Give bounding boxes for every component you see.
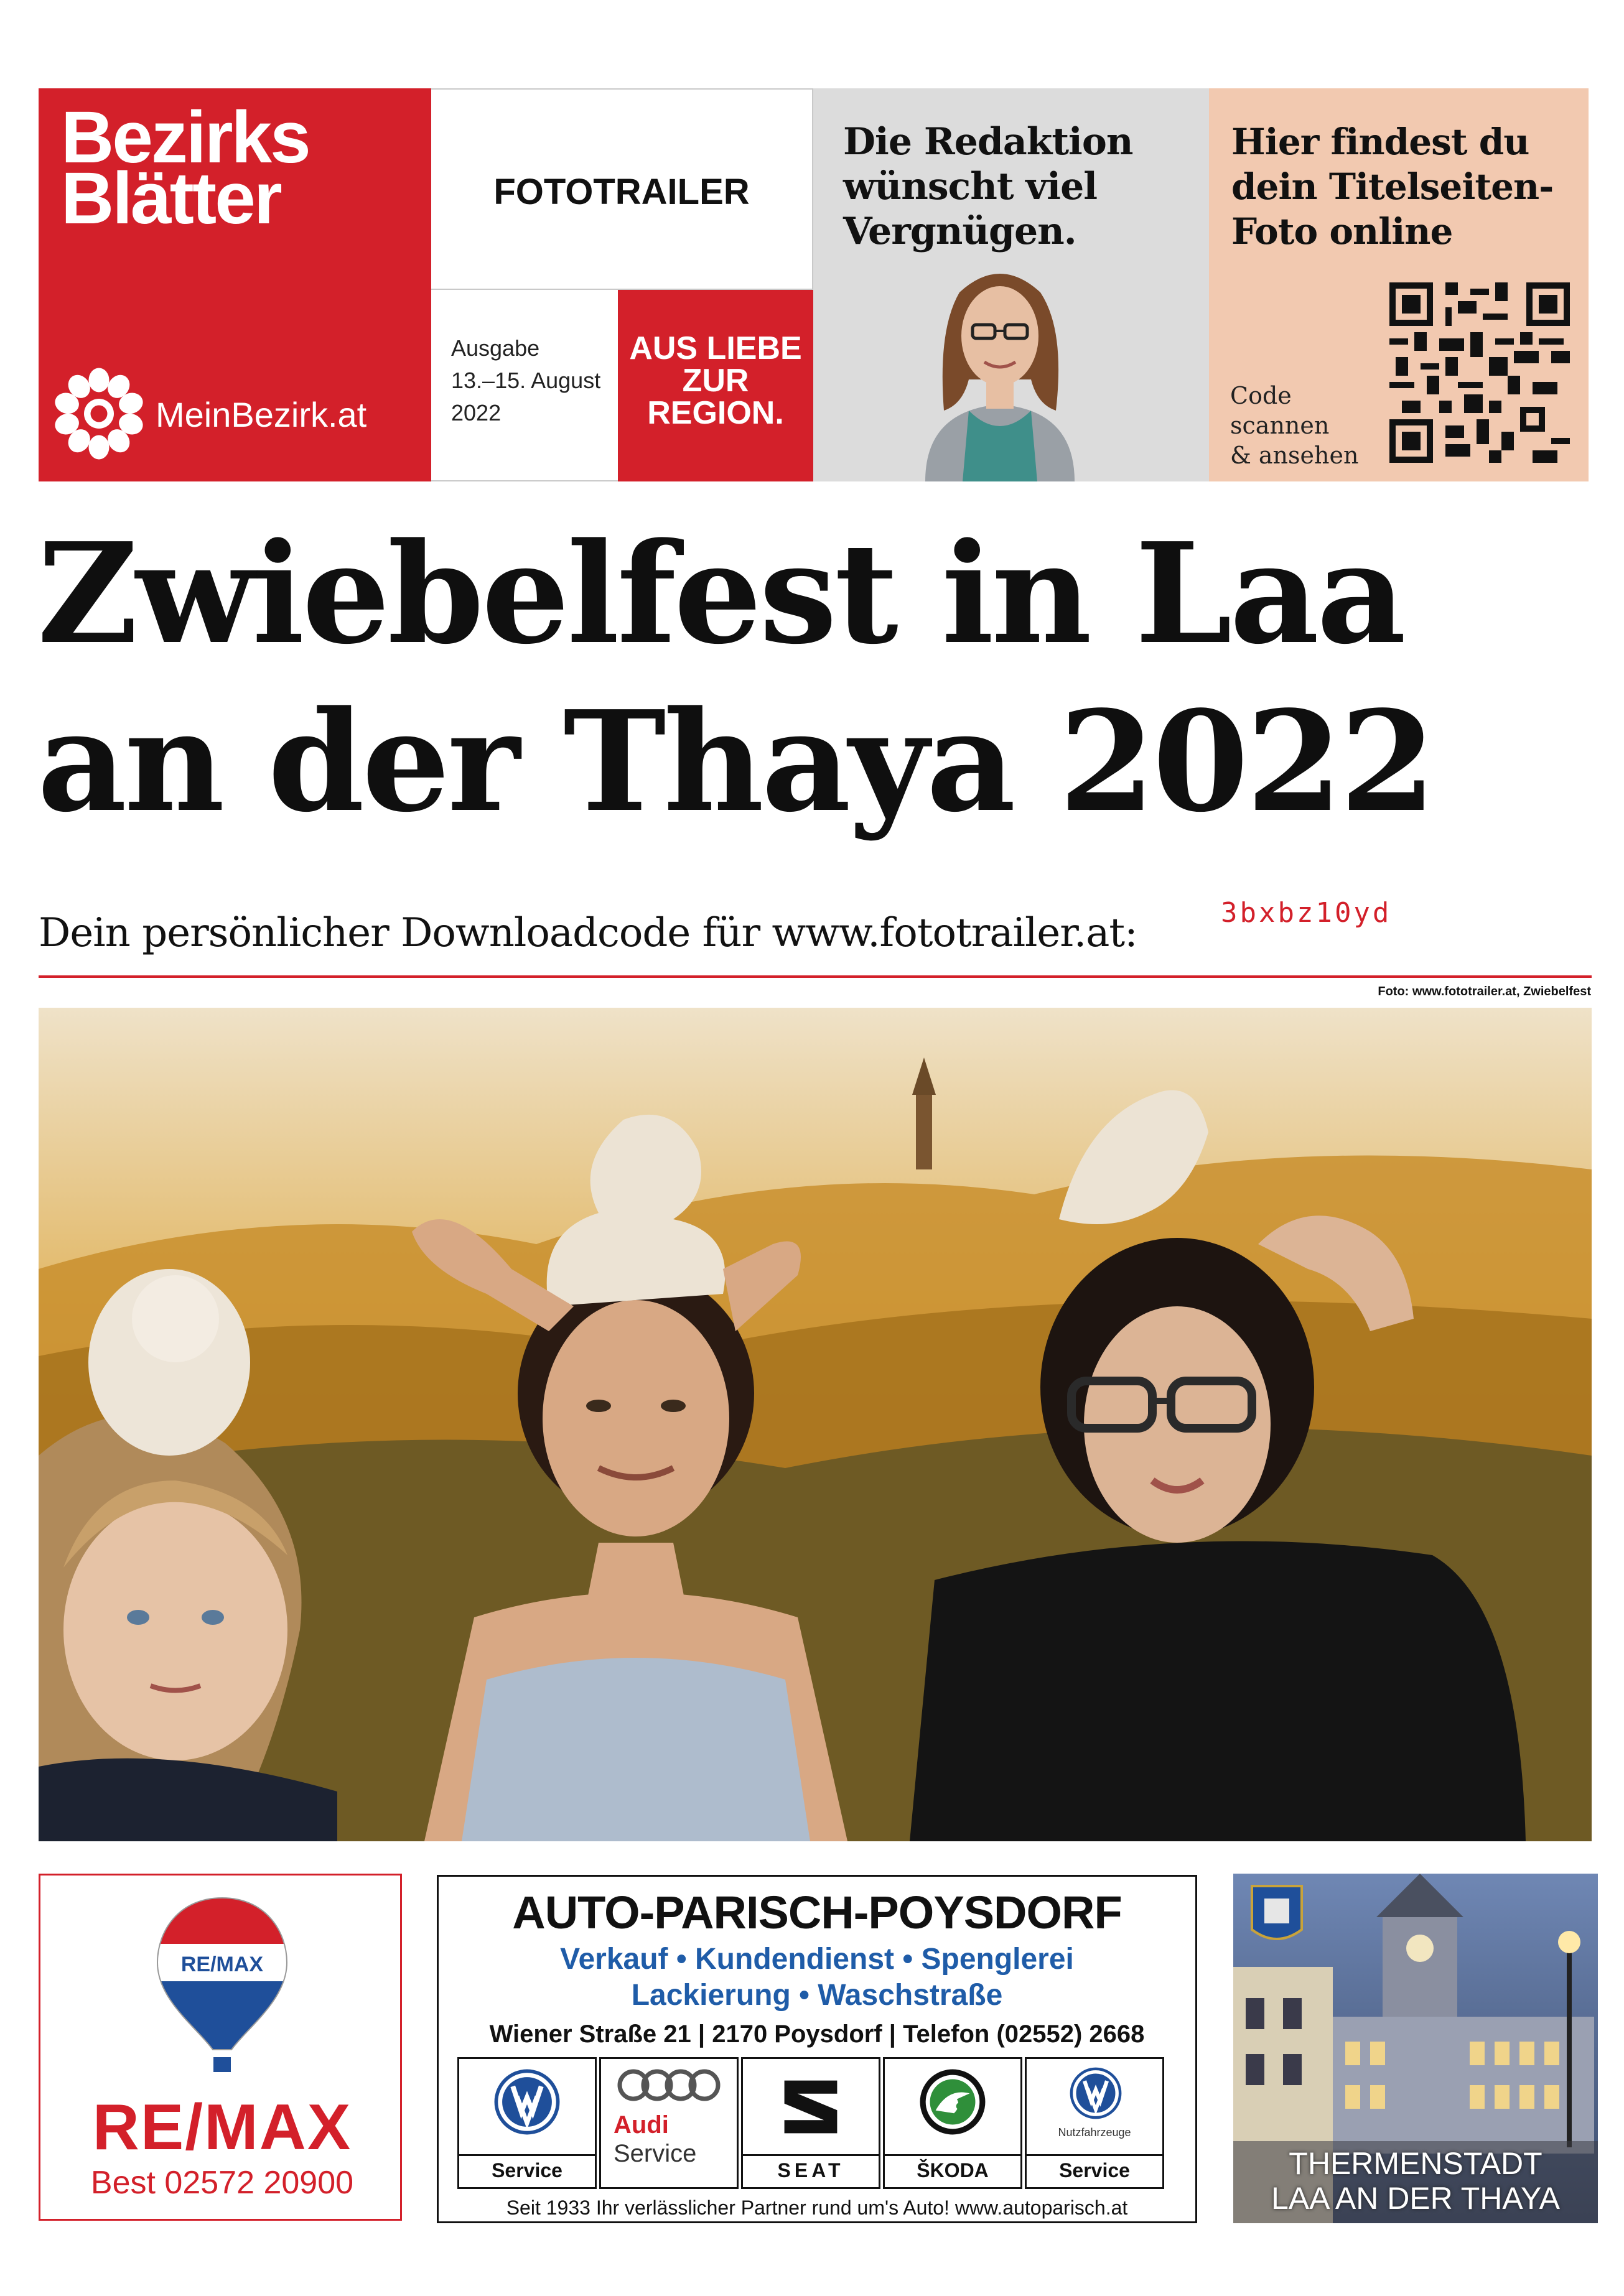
- download-code[interactable]: 3bxbz10yd: [1221, 897, 1392, 929]
- editorial-note: Die Redaktion wünscht viel Vergnügen.: [843, 120, 1133, 253]
- brand-name: Bezirks Blätter: [61, 96, 309, 239]
- seat-label: SEAT: [743, 2154, 879, 2183]
- slogan: AUS LIEBE ZUR REGION.: [629, 330, 802, 431]
- section-label-box: [431, 88, 813, 290]
- meinbezirk-logo-icon: [52, 367, 146, 460]
- audi-brand: Audi: [614, 2111, 669, 2139]
- headline: Zwiebelfest in Laa an der Thaya 2022: [37, 513, 1434, 843]
- laa-caption: THERMENSTADT LAA AN DER THAYA: [1271, 2146, 1561, 2216]
- vw-nutzfahrzeuge-tile: [1025, 2057, 1164, 2189]
- auto-title: AUTO-PARISCH-POYSDORF: [512, 1887, 1122, 1938]
- cover-photo: [39, 1008, 1592, 1841]
- photo-credit: Foto: www.fototrailer.at, Zwiebelfest: [1378, 985, 1591, 998]
- vw-logo-icon: [492, 2066, 562, 2137]
- auto-footer: Seit 1933 Ihr verlässlicher Partner rund um's Auto! www.autoparisch.at: [506, 2196, 1128, 2219]
- online-note: Hier findest du dein Titelseiten- Foto online: [1231, 121, 1554, 253]
- photo-illustration: [39, 1008, 1592, 1841]
- section-label: FOTOTRAILER: [493, 172, 750, 212]
- divider: [39, 975, 1592, 978]
- scan-note: Code scannen & ansehen: [1230, 382, 1359, 469]
- vw-tile: [457, 2057, 597, 2189]
- remax-phone: Best 02572 20900: [90, 2165, 354, 2201]
- issue-date: Ausgabe 13.–15. August 2022: [451, 335, 601, 425]
- remax-balloon-icon: [154, 1894, 291, 2081]
- audi-label: Service: [614, 2140, 697, 2167]
- seat-tile: [741, 2057, 880, 2189]
- skoda-tile: [883, 2057, 1022, 2189]
- auto-address: Wiener Straße 21 | 2170 Poysdorf | Telefon (02552) 2668: [489, 2020, 1145, 2048]
- balloon-text: RE/MAX: [180, 1953, 264, 1976]
- editorial-box: [813, 88, 1209, 481]
- audi-rings-icon: [615, 2068, 723, 2103]
- qr-code-icon[interactable]: [1389, 282, 1570, 463]
- vw-nutzfahrzeuge-label: Service: [1027, 2154, 1162, 2183]
- online-box: [1209, 88, 1589, 481]
- download-label: Dein persönlicher Downloadcode für www.fototrailer.at:: [39, 910, 1137, 956]
- skoda-logo-icon: [917, 2066, 988, 2137]
- auto-services: Verkauf • Kundendienst • Spenglerei Lackierung • Waschstraße: [560, 1943, 1074, 2012]
- seat-logo-icon: [778, 2073, 844, 2141]
- slogan-box: [618, 290, 813, 481]
- vw-nutzfahrzeuge-logo-icon: [1068, 2065, 1124, 2121]
- brand-block: [39, 88, 431, 481]
- remax-wordmark: RE/MAX: [92, 2091, 352, 2164]
- editor-portrait: [851, 255, 1149, 481]
- ad-remax[interactable]: [39, 1874, 402, 2221]
- nutzfahrzeuge-text: Nutzfahrzeuge: [1058, 2126, 1131, 2139]
- brand-site: MeinBezirk.at: [156, 395, 367, 434]
- skoda-label: ŠKODA: [885, 2154, 1020, 2183]
- audi-tile: [599, 2057, 739, 2189]
- ad-auto-parisch[interactable]: [437, 1875, 1197, 2223]
- vw-label: Service: [459, 2154, 595, 2183]
- ad-laa[interactable]: [1233, 1874, 1598, 2223]
- issue-box: [431, 290, 618, 481]
